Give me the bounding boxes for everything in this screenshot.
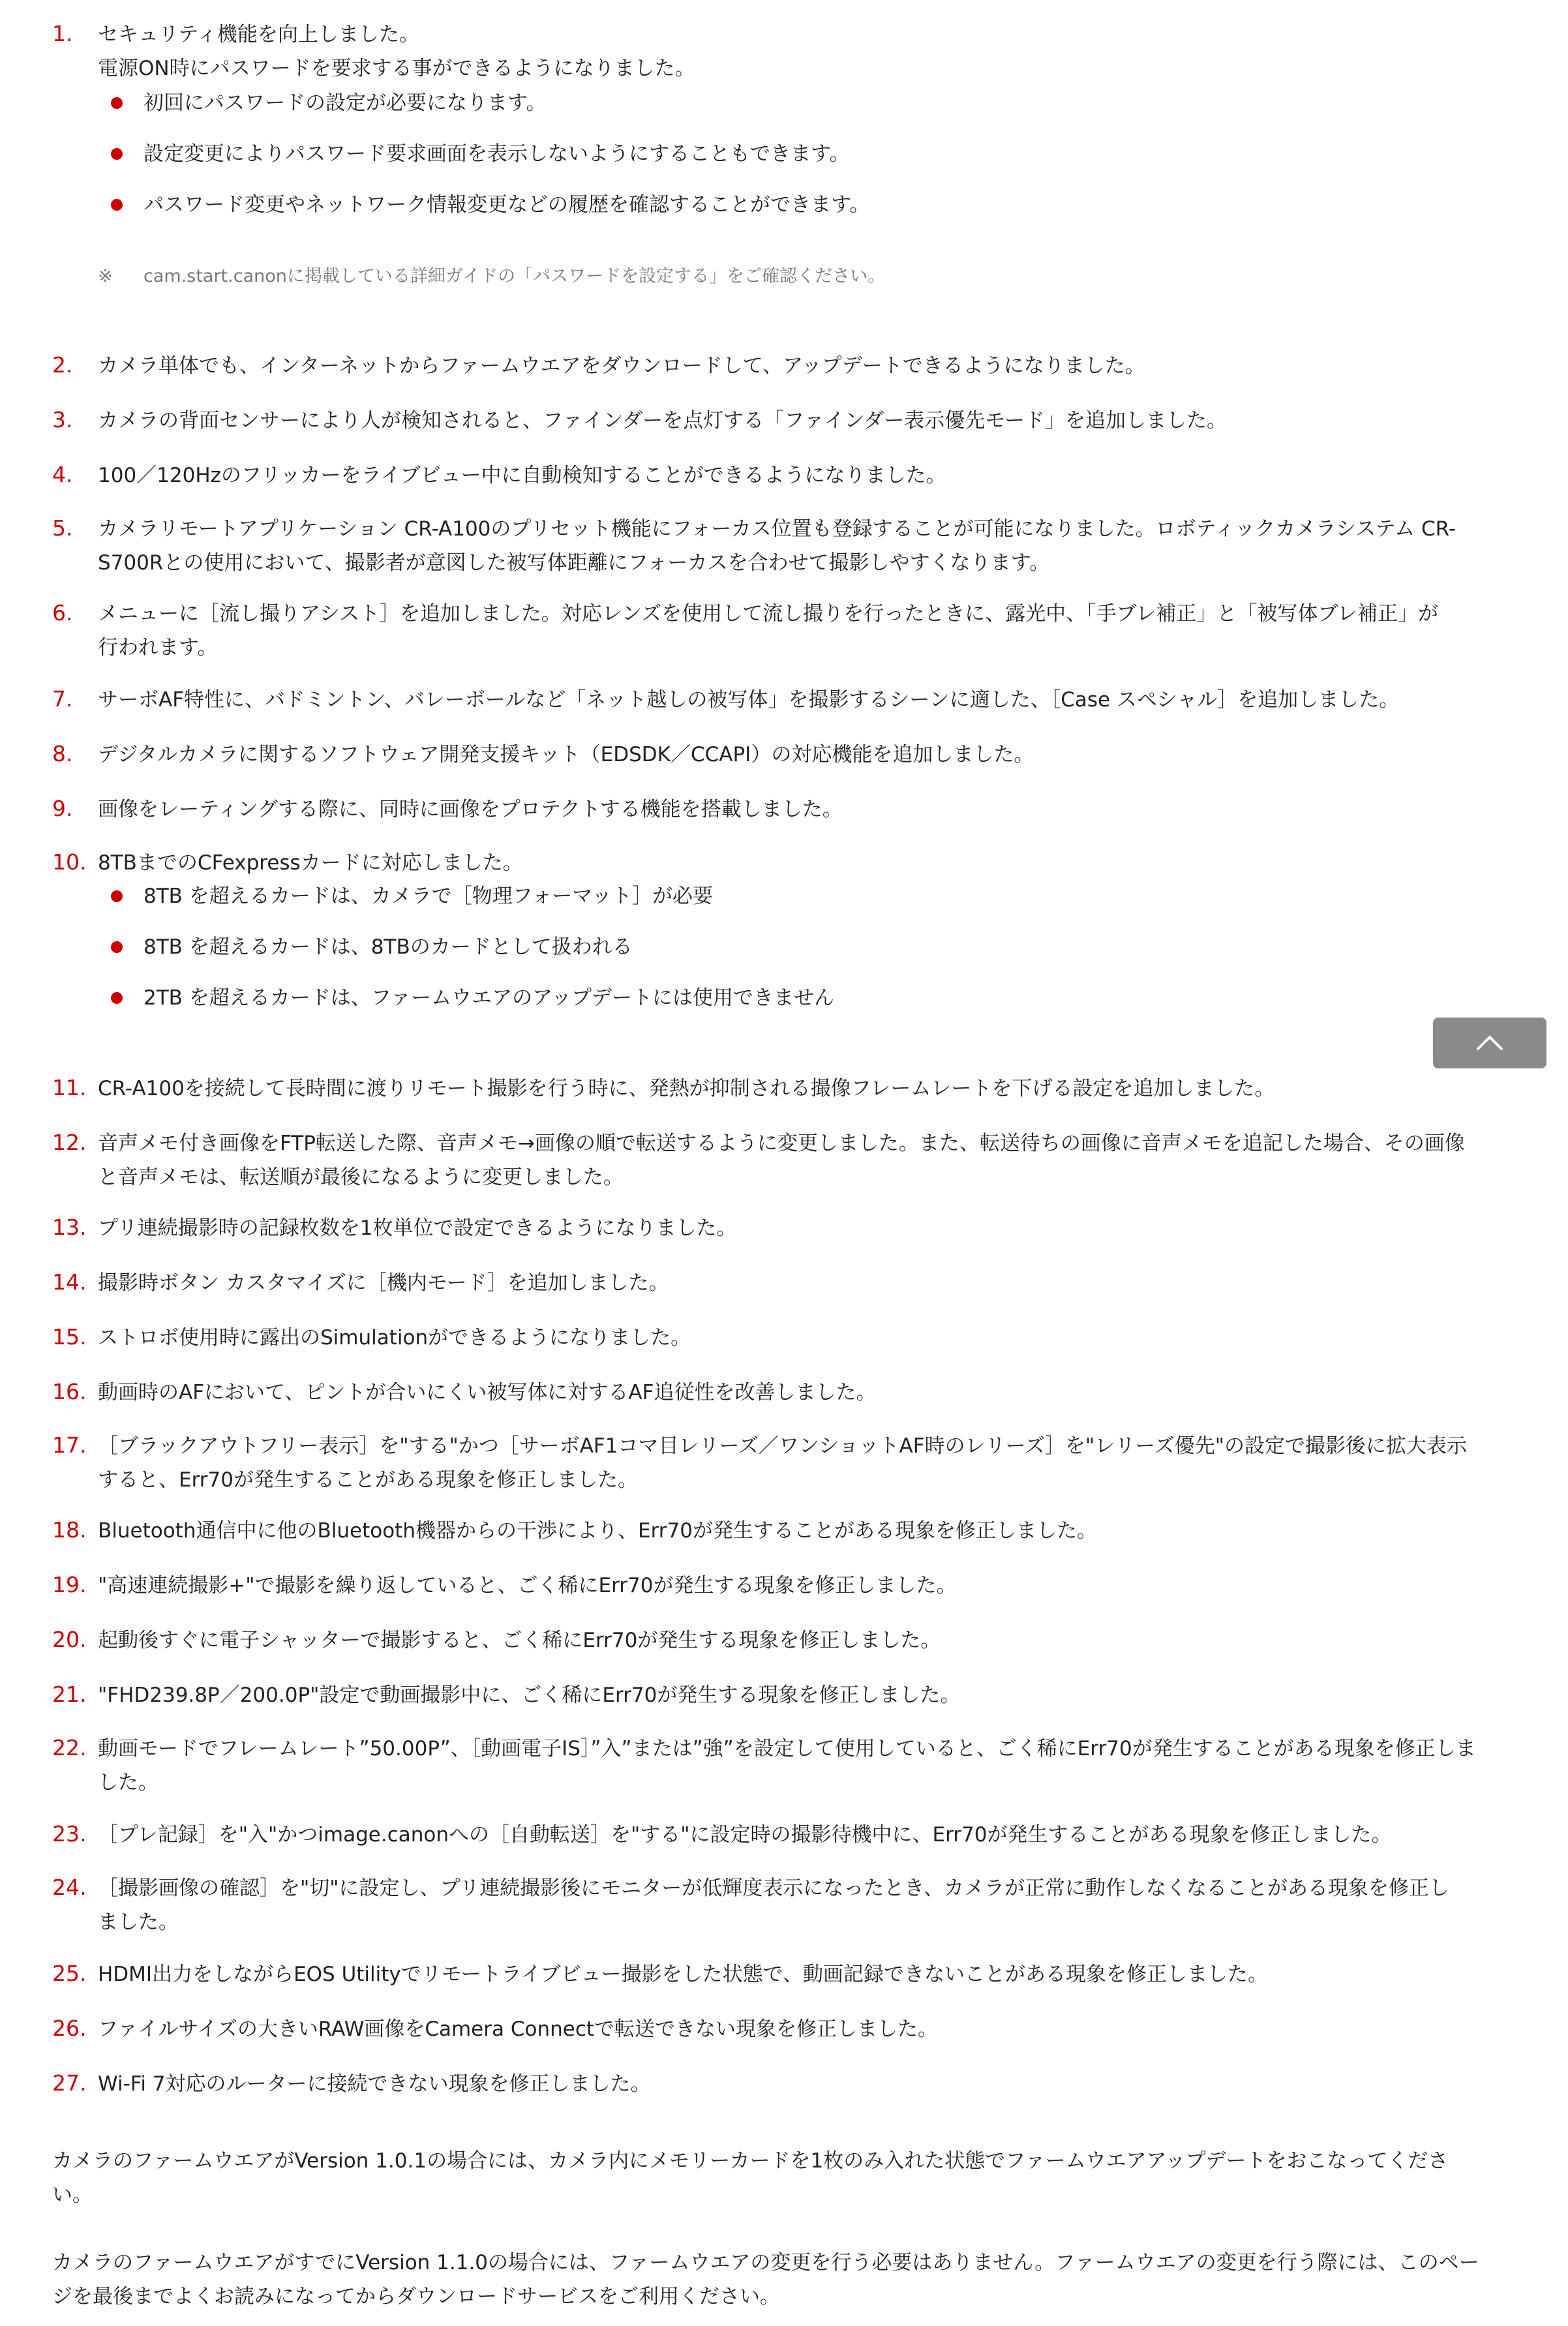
scroll-to-top-button[interactable]	[1433, 1018, 1546, 1068]
item-number: 25.	[52, 1961, 87, 1986]
item-text-line: "高速連続撮影+"で撮影を繰り返していると、ごく稀にErr70が発生する現象を修正しました。	[98, 1574, 957, 1597]
bullet-dot-icon	[111, 199, 123, 211]
item-number: 1.	[52, 21, 73, 46]
item-number: 20.	[52, 1627, 87, 1652]
item-text-line: 電源ON時にパスワードを要求する事ができるようになりました。	[98, 57, 695, 80]
item-text-line: プリ連続撮影時の記録枚数を1枚単位で設定できるようになりました。	[98, 1216, 737, 1240]
item-number: 22.	[52, 1735, 87, 1760]
item-text-line: 行われます。	[98, 636, 218, 659]
item-number: 4.	[52, 462, 73, 487]
item-number: 16.	[52, 1379, 87, 1404]
item-text-line: 動画モードでフレームレート”50.00P”、［動画電子IS］”入”または”強”を設定して使用していると、ごく稀にErr70が発生することがある現象を修正しま	[98, 1737, 1476, 1760]
bullet-dot-icon	[111, 97, 123, 109]
item-text-line: すると、Err70が発生することがある現象を修正しました。	[98, 1468, 638, 1492]
item-number: 3.	[52, 407, 73, 432]
item-text-line: 8TBまでのCFexpressカードに対応しました。	[98, 851, 523, 875]
item-number: 14.	[52, 1269, 87, 1295]
firmware-note-line: カメラのファームウエアがすでにVersion 1.1.0の場合には、ファームウエアの変更を行う必要はありません。ファームウエアの変更を行う際には、このペー	[52, 2251, 1479, 2274]
item-number: 10.	[52, 849, 87, 875]
bullet-dot-icon	[111, 941, 123, 953]
item-text-line: ［プレ記録］を"入"かつimage.canonへの［自動転送］を"する"に設定時の撮影待機中に、Err70が発生することがある現象を修正しました。	[98, 1823, 1392, 1847]
item-number: 18.	[52, 1517, 87, 1543]
bullet-dot-icon	[111, 890, 123, 902]
item-text-line: 音声メモ付き画像をFTP転送した際、音声メモ→画像の順で転送するように変更しました。また、転送待ちの画像に音声メモを追記した場合、その画像	[98, 1132, 1465, 1155]
item-text-line: ました。	[98, 1911, 179, 1934]
item-text-line: Wi-Fi 7対応のルーターに接続できない現象を修正しました。	[98, 2072, 651, 2096]
item-text-line: と音声メモは、転送順が最後になるように変更しました。	[98, 1166, 624, 1189]
item-number: 15.	[52, 1324, 87, 1350]
item-text-line: サーボAF特性に、バドミントン、バレーボールなど「ネット越しの被写体」を撮影するシーンに適した、［Case スペシャル］を追加しました。	[98, 688, 1400, 712]
item-text-line: カメラの背面センサーにより人が検知されると、ファインダーを点灯する「ファインダー表示優先モード」を追加しました。	[98, 409, 1228, 432]
item-text-line: 画像をレーティングする際に、同時に画像をプロテクトする機能を搭載しました。	[98, 798, 843, 821]
firmware-note-line: い。	[52, 2183, 93, 2207]
item-number: 6.	[52, 600, 73, 626]
item-number: 2.	[52, 352, 73, 378]
item-number: 23.	[52, 1821, 87, 1847]
item-text-line: HDMI出力をしながらEOS Utilityでリモートライブビュー撮影をした状態で、動画記録できないことがある現象を修正しました。	[98, 1963, 1269, 1986]
bullet-dot-icon	[111, 148, 123, 160]
note-mark: ※	[98, 266, 113, 286]
item-text-line: Bluetooth通信中に他のBluetooth機器からの干渉により、Err70が発生することがある現象を修正しました。	[98, 1519, 1097, 1543]
item-text-line: 起動後すぐに電子シャッターで撮影すると、ごく稀にErr70が発生する現象を修正しました。	[98, 1629, 941, 1652]
item-text-line: 100／120Hzのフリッカーをライブビュー中に自動検知することができるようになりました。	[98, 464, 946, 487]
item-number: 26.	[52, 2016, 87, 2041]
item-text-line: 撮影時ボタン カスタマイズに［機内モード］を追加しました。	[98, 1271, 669, 1295]
item-text-line: "FHD239.8P／200.0P"設定で動画撮影中に、ごく稀にErr70が発生する現象を修正しました。	[98, 1684, 961, 1707]
item-text-line: カメラ単体でも、インターネットからファームウエアをダウンロードして、アップデートできるようになりました。	[98, 354, 1145, 378]
item-text-line: S700Rとの使用において、撮影者が意図した被写体距離にフォーカスを合わせて撮影しやすくなります。	[98, 551, 1050, 575]
note-text: cam.start.canonに掲載している詳細ガイドの「パスワードを設定する」をご確認ください。	[143, 266, 886, 286]
item-number: 19.	[52, 1572, 87, 1597]
item-text-line: デジタルカメラに関するソフトウェア開発支援キット（EDSDK／CCAPI）の対応機能を追加しました。	[98, 743, 1034, 766]
item-number: 24.	[52, 1875, 87, 1900]
item-number: 17.	[52, 1432, 87, 1458]
item-text-line: ［ブラックアウトフリー表示］を"する"かつ［サーボAF1コマ目レリーズ／ワンショットAF時のレリーズ］を"レリーズ優先"の設定で撮影後に拡大表示	[98, 1434, 1467, 1458]
firmware-note-line: カメラのファームウエアがVersion 1.0.1の場合には、カメラ内にメモリーカードを1枚のみ入れた状態でファームウエアアップデートをおこなってくださ	[52, 2149, 1449, 2173]
item-number: 13.	[52, 1215, 87, 1240]
item-number: 12.	[52, 1130, 87, 1155]
bullet-dot-icon	[111, 992, 123, 1004]
item-text-line: した。	[98, 1771, 158, 1794]
item-number: 21.	[52, 1682, 87, 1707]
item-number: 27.	[52, 2070, 87, 2096]
item-number: 7.	[52, 686, 73, 712]
item-number: 11.	[52, 1075, 87, 1100]
item-text-line: ファイルサイズの大きいRAW画像をCamera Connectで転送できない現象を修正しました。	[98, 2017, 939, 2041]
item-number: 8.	[52, 741, 73, 766]
item-number: 5.	[52, 515, 73, 541]
item-text-line: ストロボ使用時に露出のSimulationができるようになりました。	[98, 1326, 691, 1350]
item-number: 9.	[52, 796, 73, 821]
item-text-line: カメラリモートアプリケーション CR-A100のプリセット機能にフォーカス位置も登録することが可能になりました。ロボティックカメラシステム CR-	[98, 517, 1456, 541]
item-text-line: ［撮影画像の確認］を"切"に設定し、プリ連続撮影後にモニターが低輝度表示になったとき、カメラが正常に動作しなくなることがある現象を修正し	[98, 1877, 1450, 1900]
item-text-line: メニューに［流し撮りアシスト］を追加しました。対応レンズを使用して流し撮りを行ったときに、露光中、「手ブレ補正」と「被写体ブレ補正」が	[98, 602, 1439, 626]
item-text-line: CR-A100を接続して長時間に渡りリモート撮影を行う時に、発熱が抑制される撮像フレームレートを下げる設定を追加しました。	[98, 1077, 1275, 1100]
chevron-up-icon	[1475, 1032, 1504, 1054]
item-text-line: 動画時のAFにおいて、ピントが合いにくい被写体に対するAF追従性を改善しました。	[98, 1381, 877, 1404]
firmware-note-line: ジを最後までよくお読みになってからダウンロードサービスをご利用ください。	[52, 2285, 780, 2308]
item-text-line: セキュリティ機能を向上しました。	[98, 23, 419, 46]
